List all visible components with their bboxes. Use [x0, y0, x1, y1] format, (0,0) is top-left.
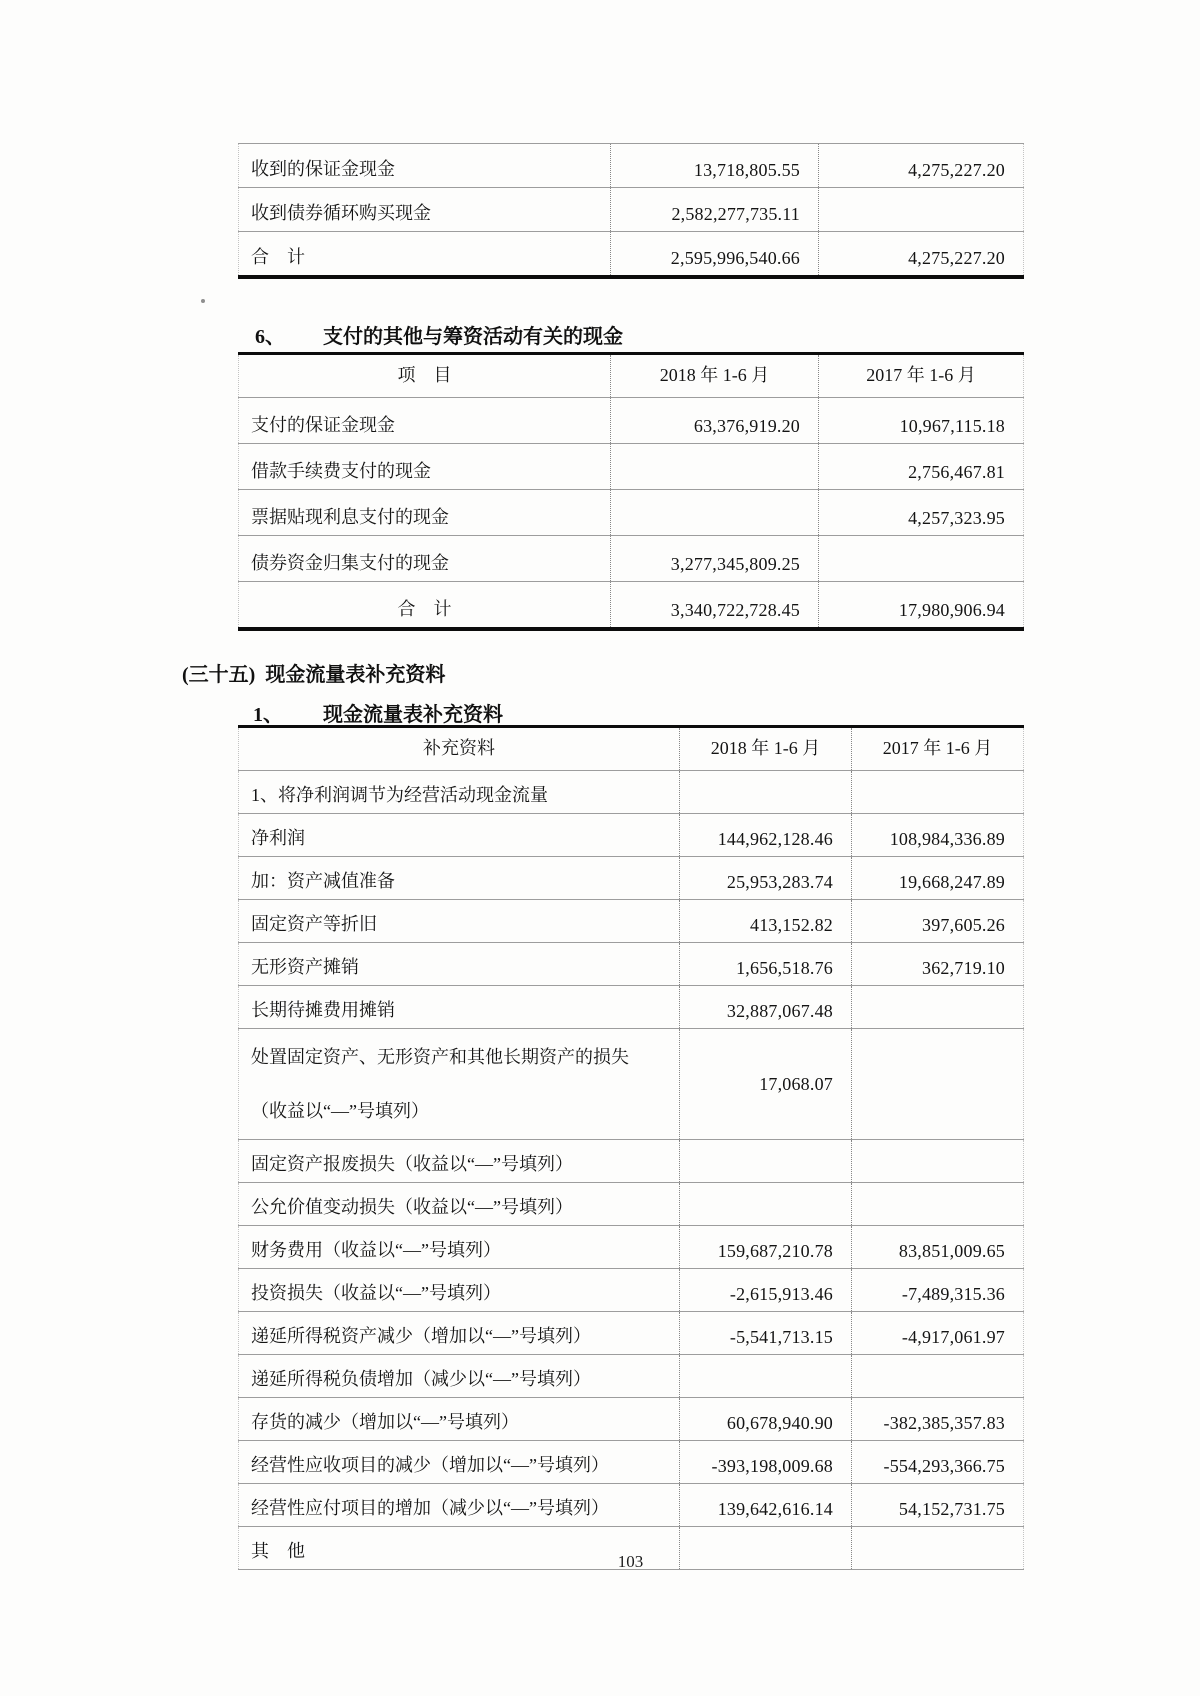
value-2018: 17,068.07	[680, 1029, 852, 1140]
section-number: 6、	[255, 326, 285, 348]
value-2017: 397,605.26	[852, 900, 1024, 943]
table-row	[239, 398, 1024, 444]
value-2017	[819, 536, 1024, 582]
row-label: 经营性应收项目的减少（增加以“—”号填列）	[239, 1441, 680, 1484]
table-row	[239, 444, 1024, 490]
header-row	[239, 727, 1024, 771]
table-row	[239, 900, 1024, 943]
table-row	[239, 814, 1024, 857]
value-2017: 10,967,115.18	[819, 398, 1024, 444]
value-2017	[852, 771, 1024, 814]
row-label: 经营性应付项目的增加（减少以“—”号填列）	[239, 1484, 680, 1527]
financing-payments-table	[238, 352, 1024, 631]
value-2018: 159,687,210.78	[680, 1226, 852, 1269]
scan-speck	[201, 299, 205, 303]
table-row	[239, 1312, 1024, 1355]
table-row	[239, 857, 1024, 900]
value-2018: 63,376,919.20	[611, 398, 819, 444]
row-label: 合 计	[239, 582, 611, 630]
value-2018: 2,595,996,540.66	[611, 232, 819, 278]
table-row	[239, 1441, 1024, 1484]
column-header-2018: 2018 年 1-6 月	[680, 727, 852, 771]
column-header-item: 项 目	[239, 354, 611, 398]
value-2018	[680, 1355, 852, 1398]
table-row	[239, 1398, 1024, 1441]
table-row	[239, 188, 1024, 232]
table-row	[239, 1140, 1024, 1183]
page-number: 103	[617, 1552, 644, 1571]
header-row	[239, 354, 1024, 398]
table-row	[239, 1183, 1024, 1226]
value-2017: 19,668,247.89	[852, 857, 1024, 900]
subsection-heading-supplement	[253, 698, 503, 727]
row-label: 1、将净利润调节为经营活动现金流量	[239, 771, 680, 814]
row-label: 净利润	[239, 814, 680, 857]
value-2017: 83,851,009.65	[852, 1226, 1024, 1269]
value-2017: -4,917,061.97	[852, 1312, 1024, 1355]
value-2017: 362,719.10	[852, 943, 1024, 986]
table-row	[239, 943, 1024, 986]
value-2018: -5,541,713.15	[680, 1312, 852, 1355]
table-row	[239, 1226, 1024, 1269]
value-2018: -2,615,913.46	[680, 1269, 852, 1312]
section-title: 现金流量表补充资料	[265, 664, 446, 686]
value-2018: 139,642,616.14	[680, 1484, 852, 1527]
value-2018	[680, 1140, 852, 1183]
table-row	[239, 582, 1024, 630]
table-row	[239, 1269, 1024, 1312]
value-2018: -393,198,009.68	[680, 1441, 852, 1484]
section-title: 支付的其他与筹资活动有关的现金	[323, 326, 623, 348]
value-2017	[852, 1140, 1024, 1183]
cash-flow-supplement-table	[238, 725, 1024, 1570]
row-label: 长期待摊费用摊销	[239, 986, 680, 1029]
row-label: 公允价值变动损失（收益以“—”号填列）	[239, 1183, 680, 1226]
table-row	[239, 1029, 1024, 1140]
row-label: 收到的保证金现金	[239, 144, 611, 188]
row-label: 存货的减少（增加以“—”号填列）	[239, 1398, 680, 1441]
subsection-number: 1、	[253, 704, 283, 726]
value-2018: 60,678,940.90	[680, 1398, 852, 1441]
value-2017: 4,257,323.95	[819, 490, 1024, 536]
row-label: 支付的保证金现金	[239, 398, 611, 444]
row-label: 固定资产等折旧	[239, 900, 680, 943]
column-header-item: 补充资料	[239, 727, 680, 771]
row-label: 递延所得税负债增加（减少以“—”号填列）	[239, 1355, 680, 1398]
value-2018: 32,887,067.48	[680, 986, 852, 1029]
value-2017: 54,152,731.75	[852, 1484, 1024, 1527]
row-label: 固定资产报废损失（收益以“—”号填列）	[239, 1140, 680, 1183]
value-2018: 3,340,722,728.45	[611, 582, 819, 630]
column-header-2017: 2017 年 1-6 月	[819, 354, 1024, 398]
value-2017: -7,489,315.36	[852, 1269, 1024, 1312]
row-label: 其 他	[239, 1527, 680, 1570]
value-2017	[852, 986, 1024, 1029]
value-2017	[819, 188, 1024, 232]
row-label: 递延所得税资产减少（增加以“—”号填列）	[239, 1312, 680, 1355]
column-header-2017: 2017 年 1-6 月	[852, 727, 1024, 771]
row-label: 无形资产摊销	[239, 943, 680, 986]
value-2017: 2,756,467.81	[819, 444, 1024, 490]
value-2018: 25,953,283.74	[680, 857, 852, 900]
value-2018	[611, 444, 819, 490]
value-2017: 17,980,906.94	[819, 582, 1024, 630]
row-label: 票据贴现利息支付的现金	[239, 490, 611, 536]
row-label: 合 计	[239, 232, 611, 278]
value-2018: 2,582,277,735.11	[611, 188, 819, 232]
value-2017	[852, 1355, 1024, 1398]
value-2017: 4,275,227.20	[819, 144, 1024, 188]
value-2017	[852, 1029, 1024, 1140]
column-header-2018: 2018 年 1-6 月	[611, 354, 819, 398]
row-label: 借款手续费支付的现金	[239, 444, 611, 490]
section-heading-supplement	[182, 658, 445, 687]
section-number: (三十五)	[182, 664, 256, 686]
table-row	[239, 771, 1024, 814]
value-2017: 4,275,227.20	[819, 232, 1024, 278]
value-2018: 413,152.82	[680, 900, 852, 943]
value-2018	[680, 1183, 852, 1226]
table-row	[239, 1484, 1024, 1527]
table-row	[239, 144, 1024, 188]
table-row	[239, 490, 1024, 536]
value-2018: 3,277,345,809.25	[611, 536, 819, 582]
row-label: 处置固定资产、无形资产和其他长期资产的损失 （收益以“—”号填列）	[239, 1029, 680, 1140]
table-row	[239, 536, 1024, 582]
value-2017: -554,293,366.75	[852, 1441, 1024, 1484]
value-2018: 13,718,805.55	[611, 144, 819, 188]
table-row	[239, 986, 1024, 1029]
value-2017	[852, 1183, 1024, 1226]
value-2017: 108,984,336.89	[852, 814, 1024, 857]
value-2018	[611, 490, 819, 536]
subsection-title: 现金流量表补充资料	[323, 704, 503, 726]
cash-received-continued-table	[238, 143, 1024, 279]
row-label: 投资损失（收益以“—”号填列）	[239, 1269, 680, 1312]
section-heading-financing	[255, 320, 623, 349]
row-label: 财务费用（收益以“—”号填列）	[239, 1226, 680, 1269]
value-2018: 1,656,518.76	[680, 943, 852, 986]
value-2017: -382,385,357.83	[852, 1398, 1024, 1441]
row-label: 收到债券循环购买现金	[239, 188, 611, 232]
row-label: 债券资金归集支付的现金	[239, 536, 611, 582]
table-row	[239, 232, 1024, 278]
value-2018	[680, 771, 852, 814]
value-2018: 144,962,128.46	[680, 814, 852, 857]
row-label: 加：资产减值准备	[239, 857, 680, 900]
table-row	[239, 1355, 1024, 1398]
